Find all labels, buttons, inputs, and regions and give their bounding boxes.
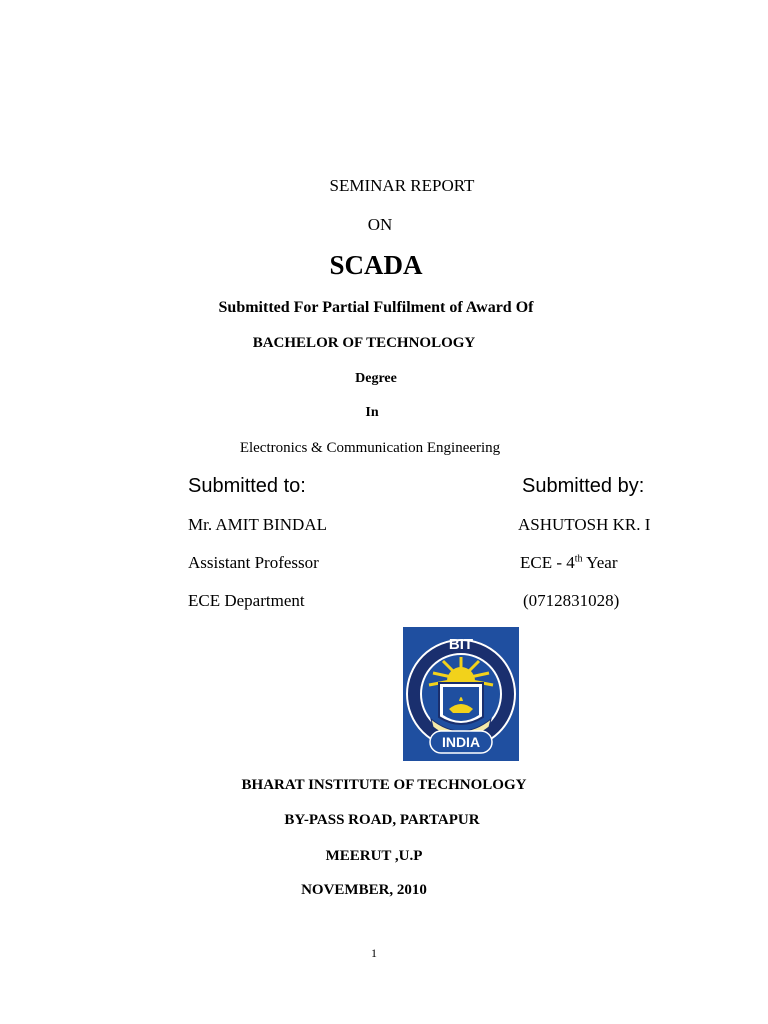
submitted-by-heading: Submitted by: xyxy=(522,475,645,497)
report-topic: SCADA xyxy=(329,250,423,280)
submitted-for-text: Submitted For Partial Fulfilment of Award Of xyxy=(218,299,534,316)
page-number: 1 xyxy=(371,946,377,960)
student-year-prefix: ECE - 4 xyxy=(520,553,575,572)
student-year-suffix: Year xyxy=(582,553,618,572)
in-word: In xyxy=(365,405,379,420)
submitted-to-heading: Submitted to: xyxy=(188,475,306,497)
student-year xyxy=(520,553,618,573)
institute-city: MEERUT ,U.P xyxy=(325,848,423,864)
student-roll-number: (0712831028) xyxy=(523,591,620,610)
institute-address: BY-PASS ROAD, PARTAPUR xyxy=(284,812,480,828)
supervisor-department: ECE Department xyxy=(188,591,305,610)
degree-name: BACHELOR OF TECHNOLOGY xyxy=(252,335,476,351)
branch-name: Electronics & Communication Engineering xyxy=(239,440,501,456)
supervisor-name: Mr. AMIT BINDAL xyxy=(188,515,327,534)
student-year-ordinal: th xyxy=(574,553,583,565)
institute-name: BHARAT INSTITUTE OF TECHNOLOGY xyxy=(241,777,527,793)
degree-word: Degree xyxy=(355,371,397,386)
submission-date: NOVEMBER, 2010 xyxy=(301,882,427,898)
report-heading: SEMINAR REPORT xyxy=(329,176,475,195)
bit-logo xyxy=(403,627,519,761)
student-name: ASHUTOSH KR. I xyxy=(518,515,651,534)
report-on-word: ON xyxy=(367,215,393,234)
logo-bottom-text: INDIA xyxy=(441,734,481,750)
logo-top-text: BIT xyxy=(448,636,474,653)
supervisor-designation: Assistant Professor xyxy=(188,553,319,572)
